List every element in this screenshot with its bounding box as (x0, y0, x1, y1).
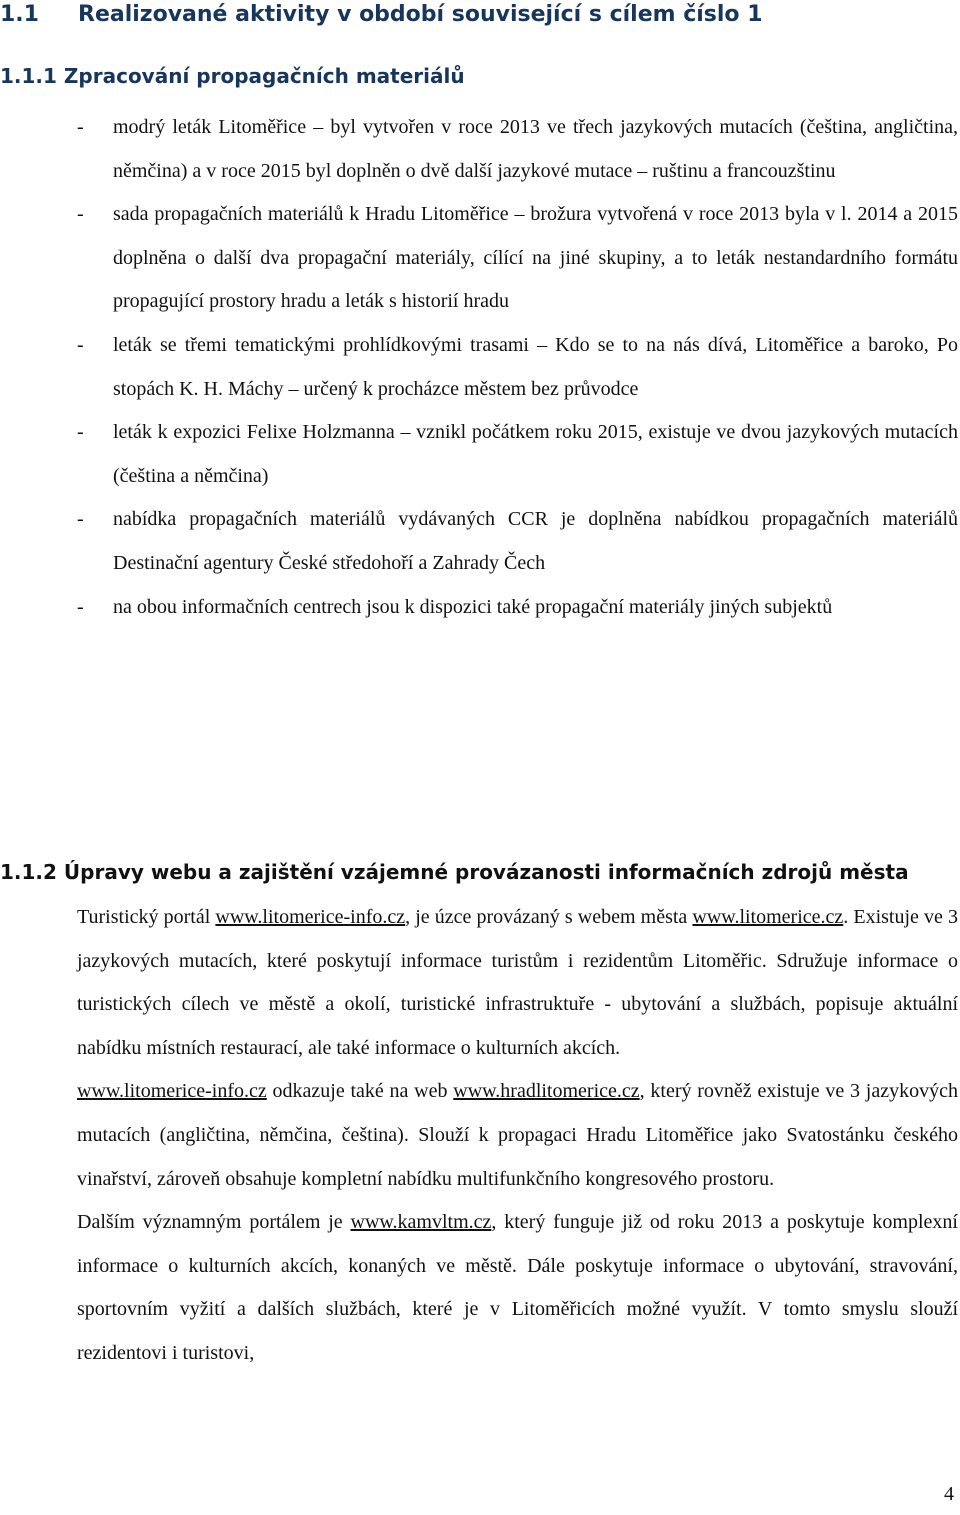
list-item-text: leták se třemi tematickými prohlídkovými trasami – Kdo se to na nás dívá, Litoměřice a baroko, Po stopách K. H. Máchy – určený k procházce městem bez průvodce (113, 333, 958, 400)
link-litomerice-info[interactable]: www.litomerice-info.cz (77, 1080, 267, 1103)
list-item (0, 498, 958, 585)
bullet-dash: - (77, 203, 84, 226)
link-hradlitomerice[interactable]: www.hradlitomerice.cz (453, 1080, 640, 1103)
section-heading-1-1 (0, 0, 960, 30)
paragraph-tourist-portal (77, 896, 958, 1070)
bullet-dash: - (77, 421, 84, 444)
text-run: Dalším významným portálem je (77, 1211, 351, 1234)
list-item (0, 193, 958, 324)
list-item (0, 324, 958, 411)
bullet-dash: - (77, 333, 84, 356)
section-title: Realizované aktivity v období související s cílem číslo 1 (78, 2, 763, 27)
bullet-dash: - (77, 116, 84, 138)
list-item-text: modrý leták Litoměřice – byl vytvořen v roce 2013 ve třech jazykových mutacích (čeština, angličtina, němčina) a v roce 2015 byl doplněn o dvě další jazykové mutace – ruštinu a francouzštinu (113, 116, 958, 182)
page-number: 4 (944, 1483, 954, 1505)
paragraph-castle-web (77, 1070, 958, 1201)
text-run: , který funguje již od roku 2013 a poskytuje komplexní informace o kulturních akcích, konaných ve městě. Dále poskytuje informace o ubytování, stravování, sportovním vyžití a dalších službách, které je v Litoměřicích možné využít. V tomto smyslu slouží rezidentovi i turistovi, (77, 1211, 958, 1364)
link-litomerice-info[interactable]: www.litomerice-info.cz (215, 906, 406, 928)
text-run: Turistický portál (77, 906, 216, 928)
list-item (0, 586, 958, 630)
text-run: odkazuje také na web (266, 1080, 454, 1103)
subsection-heading-1-1-1: 1.1.1 Zpracování propagačních materiálů (0, 64, 465, 88)
text-run: . Existuje ve 3 jazykových mutacích, které poskytují informace turistům i rezidentům Litoměřic. Sdružuje informace o turistických cílech ve městě a okolí, turistické infrastruktuře - ubytování a službách, popisuje aktuální nabídku místních restaurací, ale také informace o kulturních akcích. (77, 906, 959, 1059)
list-item-text: sada propagačních materiálů k Hradu Litoměřice – brožura vytvořená v roce 2013 byla v l. 2014 a 2015 doplněna o další dva propagační materiály, cílící na jiné skupiny, a to leták nestandardního formátu propagující prostory hradu a leták s historií hradu (113, 203, 958, 313)
paragraph-kamvltm (77, 1201, 958, 1375)
text-run: , je úzce provázaný s webem města (405, 906, 693, 928)
list-item-text: na obou informačních centrech jsou k dispozici také propagační materiály jiných subjektů (113, 595, 833, 618)
link-kamvltm[interactable]: www.kamvltm.cz (350, 1211, 492, 1234)
subsection-heading-1-1-2: 1.1.2 Úpravy webu a zajištění vzájemné provázanosti informačních zdrojů města (0, 860, 909, 884)
list-item (0, 106, 958, 193)
list-item (0, 411, 958, 498)
list-item-text: leták k expozici Felixe Holzmanna – vznikl počátkem roku 2015, existuje ve dvou jazykových mutacích (čeština a němčina) (113, 421, 958, 487)
bullet-dash: - (77, 508, 84, 531)
text-run: , který rovněž existuje ve 3 jazykových mutacích (angličtina, němčina, čeština). Slouží k propagaci Hradu Litoměřice jako Svatostánku českého vinařství, zároveň obsahuje kompletní nabídku multifunkčního kongresového prostoru. (77, 1080, 958, 1190)
link-litomerice[interactable]: www.litomerice.cz (692, 906, 844, 928)
list-item-text: nabídka propagačních materiálů vydávaných CCR je doplněna nabídkou propagačních materiálů Destinační agentury České středohoří a Zahrady Čech (113, 508, 958, 574)
bullet-dash: - (77, 595, 84, 618)
materials-bullet-list (0, 106, 958, 629)
web-section-body (77, 896, 958, 1376)
section-number: 1.1 (0, 2, 39, 27)
